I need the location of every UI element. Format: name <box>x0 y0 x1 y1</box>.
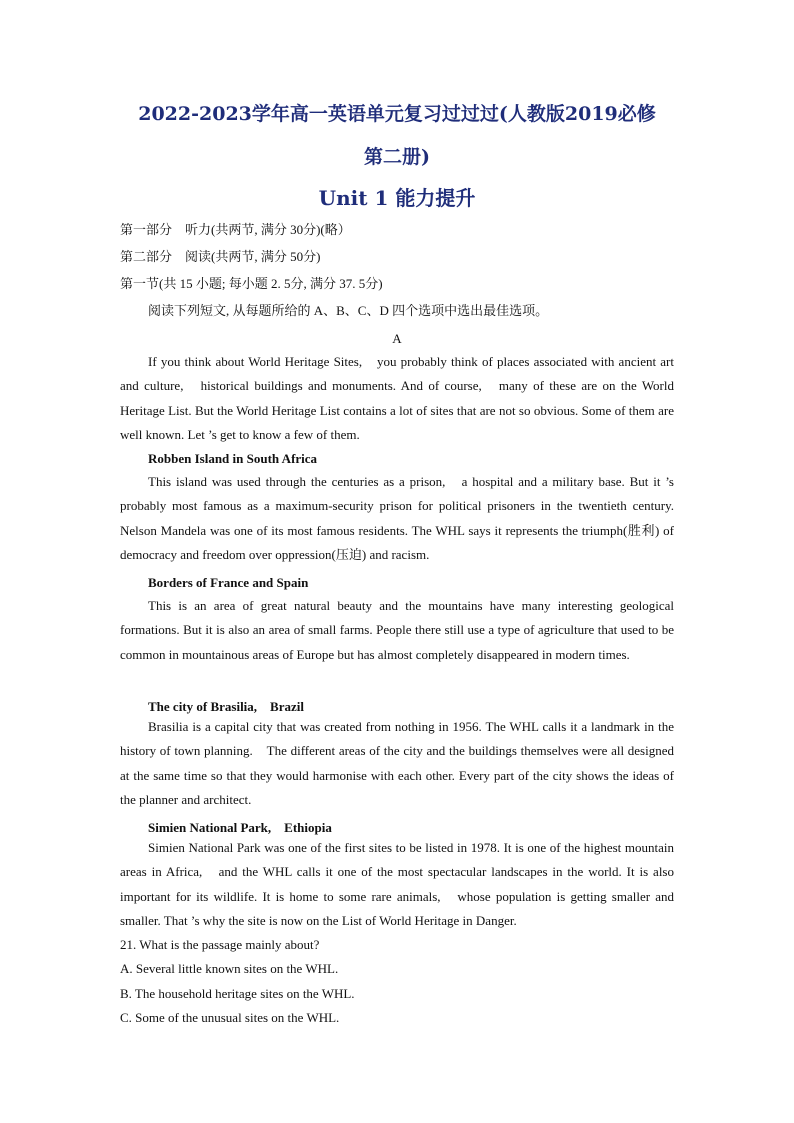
section-1-heading: 第一节(共 15 小题; 每小题 2. 5分, 满分 37. 5分) <box>120 276 383 291</box>
site-heading: The city of Brasilia, Brazil <box>148 699 304 714</box>
passage-intro: If you think about World Heritage Sites, you probably think of places associated with ancient art and culture, historical buildings and monuments. And of course, many of these are on the World Heritage List. But the World Heritage List contains a lot of sites that are not so obvious. Some of them are well known. Let ’s get to know a few of them. <box>120 354 674 443</box>
unit-title: Unit 1 能力提升 <box>318 186 476 210</box>
section-part1: 第一部分 听力(共两节, 满分 30分)(略） <box>120 222 351 237</box>
question-option: B. The household heritage sites on the WHL. <box>120 986 355 1001</box>
site-heading: Simien National Park, Ethiopia <box>148 820 332 835</box>
question-option: C. Some of the unusual sites on the WHL. <box>120 1010 340 1025</box>
reading-instruction: 阅读下列短文, 从每题所给的 A、B、C、D 四个选项中选出最佳选项。 <box>148 303 549 318</box>
section-part2: 第二部分 阅读(共两节, 满分 50分) <box>120 249 321 264</box>
site-heading: Robben Island in South Africa <box>148 451 318 466</box>
site-description: This island was used through the centuries as a prison, a hospital and a military base. But it ’s probably most famous as a maximum-security prison for political prisoners in the twentieth century. Nelson Mandela was one of its most famous residents. The WHL says it represents the triumph(胜利) of democracy and freedom over oppression(压迫) and racism. <box>120 474 674 563</box>
question-option: A. Several little known sites on the WHL. <box>120 961 339 976</box>
passage-label: A <box>392 331 402 346</box>
site-description: Simien National Park was one of the first sites to be listed in 1978. It is one of the highest mountain areas in Africa, and the WHL calls it one of the most spectacular landscapes in the world. It is also important for its wildlife. It is home to some rare animals, whose population is getting smaller and smaller. That ’s why the site is now on the List of World Heritage in Danger. <box>120 840 674 929</box>
site-description: Brasilia is a capital city that was created from nothing in 1956. The WHL calls it a landmark in the history of town planning. The different areas of the city and the buildings themselves were all designed at the same time so that they would harmonise with each other. Every part of the city shows the ideas of the planner and architect. <box>120 719 674 808</box>
document-title-line-1: 2022-2023学年高一英语单元复习过过过(人教版2019必修 <box>138 103 656 125</box>
question-stem: 21. What is the passage mainly about? <box>120 937 320 952</box>
document-title-line-2: 第二册) <box>364 146 430 168</box>
site-description: This is an area of great natural beauty and the mountains have many interesting geological formations. But it is also an area of small farms. People there still use a type of agriculture that used to be common in mountainous areas of Europe but has almost completely disappeared in modern times. <box>120 598 674 662</box>
site-heading: Borders of France and Spain <box>148 575 309 590</box>
